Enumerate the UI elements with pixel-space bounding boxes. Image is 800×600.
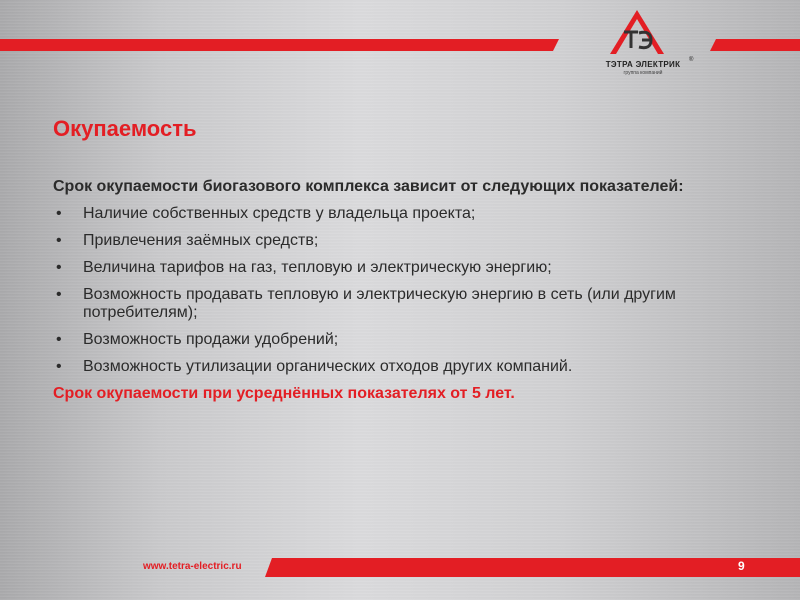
bullet-icon: • bbox=[56, 205, 62, 222]
list-item bbox=[53, 286, 753, 322]
footer-website-link[interactable]: www.tetra-electric.ru bbox=[143, 561, 242, 572]
logo-company-name: ТЭТРА ЭЛЕКТРИК bbox=[605, 60, 681, 69]
list-item-text: Величина тарифов на газ, тепловую и электрическую энергию; bbox=[83, 259, 552, 276]
list-item-text: Наличие собственных средств у владельца проекта; bbox=[83, 205, 476, 222]
bullet-icon: • bbox=[56, 259, 62, 276]
slide-content bbox=[53, 178, 753, 403]
list-item-text: Возможность утилизации органических отходов других компаний. bbox=[83, 358, 573, 375]
logo-subtitle: группа компаний bbox=[623, 70, 663, 76]
list-item-text: Привлечения заёмных средств; bbox=[83, 232, 319, 249]
bullet-icon: • bbox=[56, 286, 62, 303]
factors-list bbox=[53, 205, 753, 376]
list-item-text: Возможность продавать тепловую и электрическую энергию в сеть (или другим потребителям); bbox=[83, 286, 676, 321]
list-item bbox=[53, 358, 753, 376]
bullet-icon: • bbox=[56, 331, 62, 348]
header-stripe-left bbox=[0, 39, 559, 51]
list-item bbox=[53, 205, 753, 223]
tetra-logo-icon bbox=[608, 8, 666, 56]
conclusion-text: Срок окупаемости при усреднённых показателях от 5 лет. bbox=[53, 385, 515, 402]
footer-stripe bbox=[265, 558, 800, 577]
bullet-icon: • bbox=[56, 232, 62, 249]
header-stripe-right bbox=[710, 39, 800, 51]
page-number: 9 bbox=[738, 559, 745, 573]
intro-text: Срок окупаемости биогазового комплекса зависит от следующих показателей: bbox=[53, 178, 684, 195]
list-item-text: Возможность продажи удобрений; bbox=[83, 331, 339, 348]
list-item bbox=[53, 331, 753, 349]
slide-title: Окупаемость bbox=[53, 116, 197, 141]
list-item bbox=[53, 259, 753, 277]
list-item bbox=[53, 232, 753, 250]
logo-registered-mark: ® bbox=[689, 57, 694, 63]
company-logo bbox=[585, 8, 701, 78]
bullet-icon: • bbox=[56, 358, 62, 375]
